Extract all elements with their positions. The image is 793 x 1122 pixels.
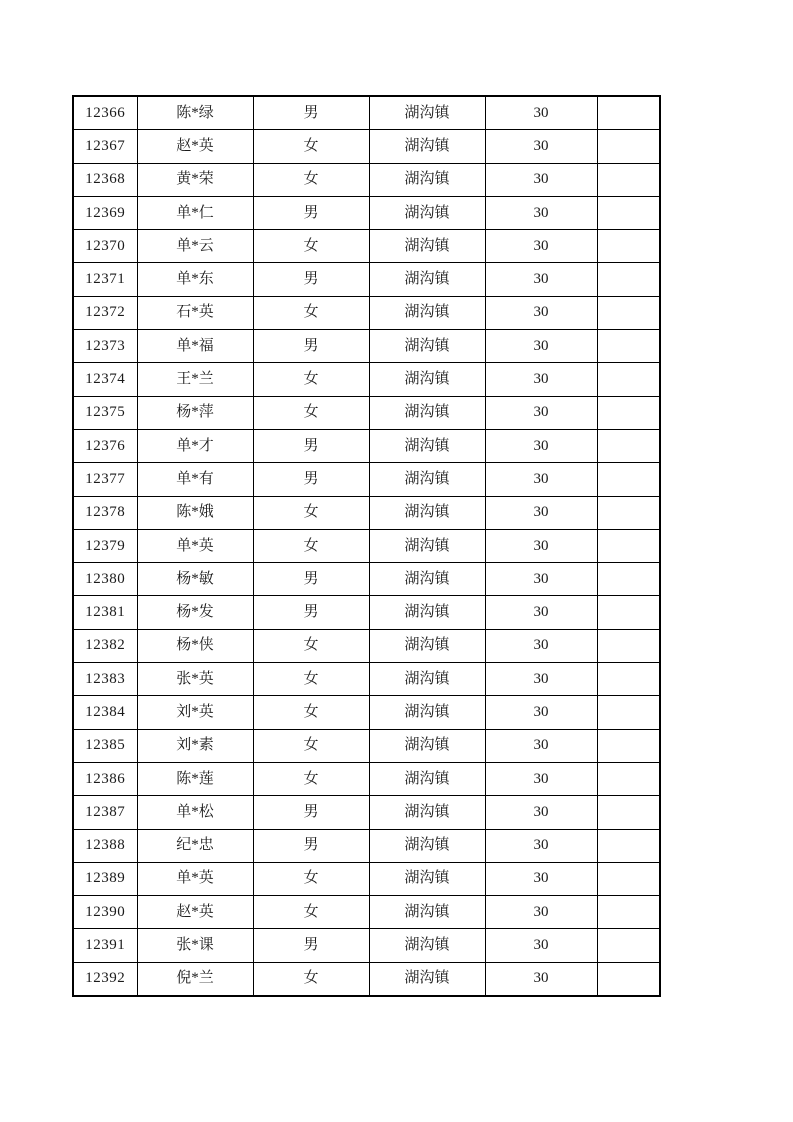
blank-cell (597, 762, 660, 795)
table-row (73, 929, 660, 962)
id-cell: 12376 (73, 429, 137, 462)
name-cell: 纪*忠 (137, 829, 253, 862)
name-cell: 杨*发 (137, 596, 253, 629)
town-cell: 湖沟镇 (369, 230, 485, 263)
town-cell: 湖沟镇 (369, 96, 485, 130)
blank-cell (597, 862, 660, 895)
name-cell: 刘*素 (137, 729, 253, 762)
amount-cell: 30 (485, 729, 597, 762)
blank-cell (597, 163, 660, 196)
blank-cell (597, 230, 660, 263)
amount-cell: 30 (485, 496, 597, 529)
name-cell: 单*才 (137, 429, 253, 462)
id-cell: 12390 (73, 896, 137, 929)
name-cell: 单*云 (137, 230, 253, 263)
name-cell: 单*英 (137, 862, 253, 895)
amount-cell: 30 (485, 396, 597, 429)
amount-cell: 30 (485, 796, 597, 829)
id-cell: 12369 (73, 196, 137, 229)
id-cell: 12389 (73, 862, 137, 895)
blank-cell (597, 130, 660, 163)
gender-cell: 女 (253, 130, 369, 163)
gender-cell: 女 (253, 762, 369, 795)
name-cell: 单*英 (137, 529, 253, 562)
name-cell: 张*英 (137, 663, 253, 696)
blank-cell (597, 463, 660, 496)
gender-cell: 女 (253, 230, 369, 263)
table-row (73, 163, 660, 196)
town-cell: 湖沟镇 (369, 463, 485, 496)
table-row (73, 696, 660, 729)
blank-cell (597, 663, 660, 696)
table-row (73, 829, 660, 862)
amount-cell: 30 (485, 130, 597, 163)
gender-cell: 男 (253, 196, 369, 229)
blank-cell (597, 296, 660, 329)
table-row (73, 463, 660, 496)
name-cell: 张*课 (137, 929, 253, 962)
table-row (73, 363, 660, 396)
amount-cell: 30 (485, 230, 597, 263)
town-cell: 湖沟镇 (369, 829, 485, 862)
resident-table-body (73, 96, 660, 996)
town-cell: 湖沟镇 (369, 529, 485, 562)
gender-cell: 女 (253, 896, 369, 929)
blank-cell (597, 962, 660, 996)
blank-cell (597, 829, 660, 862)
amount-cell: 30 (485, 196, 597, 229)
blank-cell (597, 896, 660, 929)
id-cell: 12367 (73, 130, 137, 163)
name-cell: 陈*娥 (137, 496, 253, 529)
name-cell: 赵*英 (137, 130, 253, 163)
name-cell: 倪*兰 (137, 962, 253, 996)
id-cell: 12366 (73, 96, 137, 130)
blank-cell (597, 929, 660, 962)
name-cell: 单*东 (137, 263, 253, 296)
town-cell: 湖沟镇 (369, 762, 485, 795)
table-row (73, 563, 660, 596)
id-cell: 12378 (73, 496, 137, 529)
id-cell: 12372 (73, 296, 137, 329)
gender-cell: 男 (253, 929, 369, 962)
gender-cell: 女 (253, 862, 369, 895)
name-cell: 单*仁 (137, 196, 253, 229)
blank-cell (597, 529, 660, 562)
id-cell: 12374 (73, 363, 137, 396)
gender-cell: 男 (253, 796, 369, 829)
gender-cell: 男 (253, 96, 369, 130)
id-cell: 12391 (73, 929, 137, 962)
amount-cell: 30 (485, 596, 597, 629)
town-cell: 湖沟镇 (369, 729, 485, 762)
gender-cell: 女 (253, 396, 369, 429)
resident-table (72, 95, 661, 997)
town-cell: 湖沟镇 (369, 862, 485, 895)
amount-cell: 30 (485, 896, 597, 929)
table-row (73, 230, 660, 263)
town-cell: 湖沟镇 (369, 330, 485, 363)
id-cell: 12382 (73, 629, 137, 662)
gender-cell: 女 (253, 962, 369, 996)
table-row (73, 796, 660, 829)
amount-cell: 30 (485, 862, 597, 895)
gender-cell: 女 (253, 696, 369, 729)
name-cell: 黄*荣 (137, 163, 253, 196)
town-cell: 湖沟镇 (369, 296, 485, 329)
name-cell: 单*有 (137, 463, 253, 496)
id-cell: 12381 (73, 596, 137, 629)
id-cell: 12375 (73, 396, 137, 429)
name-cell: 杨*侠 (137, 629, 253, 662)
town-cell: 湖沟镇 (369, 429, 485, 462)
amount-cell: 30 (485, 829, 597, 862)
gender-cell: 男 (253, 829, 369, 862)
table-row (73, 729, 660, 762)
town-cell: 湖沟镇 (369, 796, 485, 829)
amount-cell: 30 (485, 529, 597, 562)
amount-cell: 30 (485, 762, 597, 795)
amount-cell: 30 (485, 263, 597, 296)
table-row (73, 396, 660, 429)
amount-cell: 30 (485, 463, 597, 496)
blank-cell (597, 330, 660, 363)
name-cell: 杨*萍 (137, 396, 253, 429)
table-row (73, 96, 660, 130)
town-cell: 湖沟镇 (369, 962, 485, 996)
gender-cell: 男 (253, 596, 369, 629)
table-row (73, 529, 660, 562)
blank-cell (597, 496, 660, 529)
id-cell: 12379 (73, 529, 137, 562)
gender-cell: 女 (253, 663, 369, 696)
blank-cell (597, 396, 660, 429)
name-cell: 陈*莲 (137, 762, 253, 795)
town-cell: 湖沟镇 (369, 929, 485, 962)
town-cell: 湖沟镇 (369, 629, 485, 662)
name-cell: 石*英 (137, 296, 253, 329)
id-cell: 12380 (73, 563, 137, 596)
name-cell: 陈*绿 (137, 96, 253, 130)
id-cell: 12386 (73, 762, 137, 795)
id-cell: 12370 (73, 230, 137, 263)
table-row (73, 296, 660, 329)
amount-cell: 30 (485, 663, 597, 696)
table-row (73, 130, 660, 163)
blank-cell (597, 629, 660, 662)
table-row (73, 862, 660, 895)
gender-cell: 男 (253, 330, 369, 363)
id-cell: 12387 (73, 796, 137, 829)
town-cell: 湖沟镇 (369, 263, 485, 296)
table-row (73, 762, 660, 795)
amount-cell: 30 (485, 363, 597, 396)
table-row (73, 596, 660, 629)
id-cell: 12388 (73, 829, 137, 862)
blank-cell (597, 429, 660, 462)
amount-cell: 30 (485, 96, 597, 130)
table-row (73, 429, 660, 462)
gender-cell: 男 (253, 263, 369, 296)
id-cell: 12385 (73, 729, 137, 762)
name-cell: 单*松 (137, 796, 253, 829)
name-cell: 单*福 (137, 330, 253, 363)
table-row (73, 196, 660, 229)
table-row (73, 663, 660, 696)
blank-cell (597, 696, 660, 729)
town-cell: 湖沟镇 (369, 130, 485, 163)
gender-cell: 女 (253, 729, 369, 762)
name-cell: 刘*英 (137, 696, 253, 729)
amount-cell: 30 (485, 629, 597, 662)
gender-cell: 男 (253, 429, 369, 462)
town-cell: 湖沟镇 (369, 196, 485, 229)
id-cell: 12373 (73, 330, 137, 363)
blank-cell (597, 363, 660, 396)
amount-cell: 30 (485, 296, 597, 329)
town-cell: 湖沟镇 (369, 596, 485, 629)
amount-cell: 30 (485, 962, 597, 996)
id-cell: 12383 (73, 663, 137, 696)
gender-cell: 女 (253, 363, 369, 396)
amount-cell: 30 (485, 163, 597, 196)
blank-cell (597, 196, 660, 229)
blank-cell (597, 263, 660, 296)
gender-cell: 男 (253, 563, 369, 596)
amount-cell: 30 (485, 696, 597, 729)
blank-cell (597, 563, 660, 596)
table-row (73, 962, 660, 996)
blank-cell (597, 729, 660, 762)
gender-cell: 女 (253, 296, 369, 329)
table-row (73, 263, 660, 296)
id-cell: 12384 (73, 696, 137, 729)
name-cell: 赵*英 (137, 896, 253, 929)
town-cell: 湖沟镇 (369, 563, 485, 596)
town-cell: 湖沟镇 (369, 696, 485, 729)
gender-cell: 女 (253, 529, 369, 562)
blank-cell (597, 796, 660, 829)
name-cell: 杨*敏 (137, 563, 253, 596)
town-cell: 湖沟镇 (369, 163, 485, 196)
amount-cell: 30 (485, 563, 597, 596)
id-cell: 12392 (73, 962, 137, 996)
blank-cell (597, 96, 660, 130)
id-cell: 12377 (73, 463, 137, 496)
name-cell: 王*兰 (137, 363, 253, 396)
id-cell: 12368 (73, 163, 137, 196)
table-row (73, 629, 660, 662)
table-row (73, 330, 660, 363)
table-row (73, 496, 660, 529)
town-cell: 湖沟镇 (369, 363, 485, 396)
town-cell: 湖沟镇 (369, 896, 485, 929)
gender-cell: 男 (253, 463, 369, 496)
gender-cell: 女 (253, 163, 369, 196)
table-row (73, 896, 660, 929)
town-cell: 湖沟镇 (369, 496, 485, 529)
gender-cell: 女 (253, 496, 369, 529)
town-cell: 湖沟镇 (369, 663, 485, 696)
town-cell: 湖沟镇 (369, 396, 485, 429)
gender-cell: 女 (253, 629, 369, 662)
id-cell: 12371 (73, 263, 137, 296)
amount-cell: 30 (485, 929, 597, 962)
amount-cell: 30 (485, 330, 597, 363)
amount-cell: 30 (485, 429, 597, 462)
blank-cell (597, 596, 660, 629)
